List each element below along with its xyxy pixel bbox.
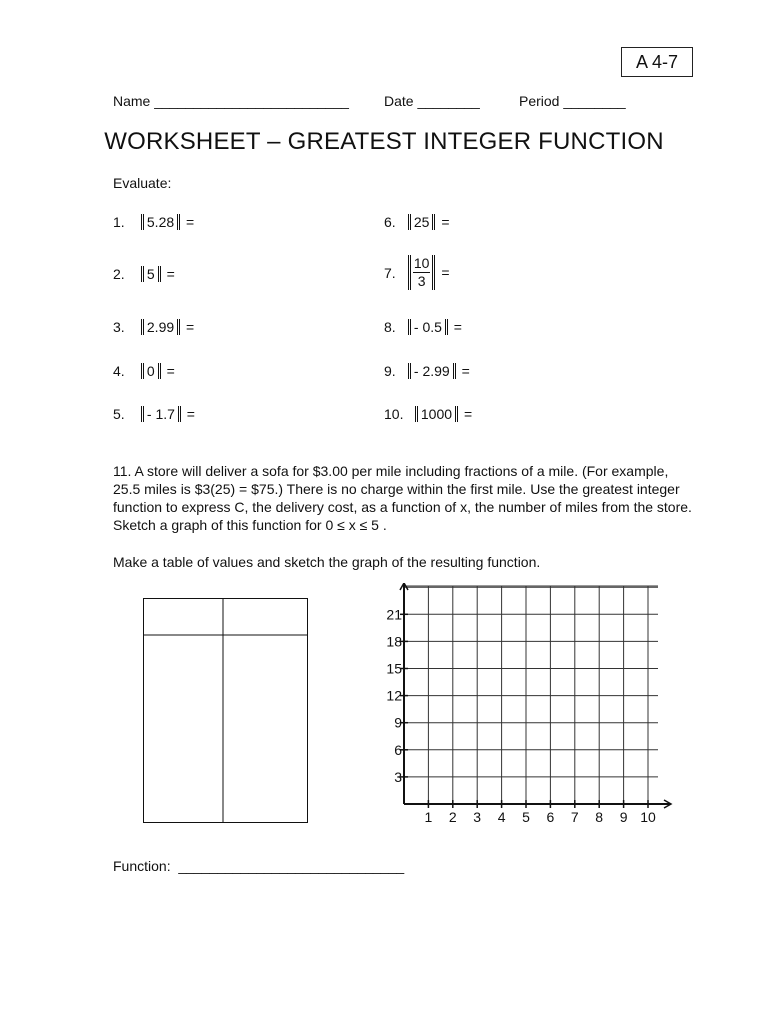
graph-grid bbox=[380, 583, 675, 828]
worksheet-title: WORKSHEET – GREATEST INTEGER FUNCTION bbox=[104, 128, 664, 155]
equals-sign: = bbox=[463, 406, 473, 422]
problem-1 bbox=[113, 213, 194, 231]
instruction-text: Make a table of values and sketch the graph of the resulting function. bbox=[113, 554, 541, 570]
problem-number: 6. bbox=[384, 214, 396, 230]
equals-sign: = bbox=[166, 363, 175, 379]
x-tick-label: 3 bbox=[473, 809, 482, 825]
greatest-integer-bracket: 25 bbox=[408, 214, 436, 230]
greatest-integer-bracket: 1000 bbox=[415, 406, 458, 422]
problem-5 bbox=[113, 405, 195, 423]
problem-10 bbox=[384, 405, 472, 423]
equals-sign: = bbox=[461, 363, 470, 379]
problem-3 bbox=[113, 318, 194, 336]
y-axis-labels bbox=[386, 606, 402, 785]
fraction-denominator: 3 bbox=[417, 273, 426, 289]
worksheet-code-box bbox=[621, 47, 693, 77]
function-answer-label: Function: _____________________________ bbox=[113, 858, 405, 874]
problem-7 bbox=[384, 255, 450, 290]
greatest-integer-fraction bbox=[408, 255, 436, 290]
x-tick-label: 4 bbox=[497, 809, 506, 825]
x-tick-label: 7 bbox=[570, 809, 579, 825]
greatest-integer-bracket: - 2.99 bbox=[408, 363, 456, 379]
greatest-integer-bracket: 2.99 bbox=[141, 319, 180, 335]
problem-number: 5. bbox=[113, 406, 125, 422]
y-tick-label: 15 bbox=[386, 660, 402, 677]
equals-sign: = bbox=[186, 214, 195, 230]
problem-number: 8. bbox=[384, 319, 396, 335]
x-axis-labels bbox=[425, 809, 656, 825]
greatest-integer-bracket: - 1.7 bbox=[141, 406, 181, 422]
greatest-integer-bracket: 0 bbox=[141, 363, 161, 379]
problem-8 bbox=[384, 318, 462, 336]
equals-sign: = bbox=[441, 264, 450, 281]
problem-4 bbox=[113, 362, 175, 380]
date-field-label: Date ________ bbox=[384, 93, 480, 109]
fraction-numerator: 10 bbox=[413, 255, 430, 271]
greatest-integer-bracket: - 0.5 bbox=[408, 319, 448, 335]
equals-sign: = bbox=[453, 319, 462, 335]
x-tick-label: 9 bbox=[619, 809, 628, 825]
period-field-label: Period ________ bbox=[519, 93, 626, 109]
name-field-label: Name _________________________ bbox=[113, 93, 349, 109]
equals-sign: = bbox=[186, 406, 195, 422]
problem-number: 10. bbox=[384, 406, 404, 422]
greatest-integer-bracket: 5 bbox=[141, 266, 161, 282]
problem-2 bbox=[113, 265, 175, 283]
x-tick-label: 10 bbox=[640, 809, 656, 825]
equals-sign: = bbox=[441, 214, 450, 230]
y-tick-label: 9 bbox=[394, 714, 402, 731]
equals-sign: = bbox=[186, 319, 195, 335]
problem-number: 4. bbox=[113, 363, 125, 379]
problem-number: 7. bbox=[384, 264, 396, 281]
greatest-integer-bracket: 5.28 bbox=[141, 214, 180, 230]
x-tick-label: 8 bbox=[595, 809, 604, 825]
problem-number: 3. bbox=[113, 319, 125, 335]
y-tick-label: 12 bbox=[386, 687, 402, 704]
evaluate-label: Evaluate: bbox=[113, 175, 172, 191]
problem-number: 1. bbox=[113, 214, 125, 230]
problem-11-text bbox=[113, 462, 693, 534]
problem-number: 2. bbox=[113, 266, 125, 282]
y-tick-label: 3 bbox=[394, 768, 402, 785]
worksheet-code: A 4-7 bbox=[635, 52, 679, 72]
y-tick-label: 6 bbox=[394, 741, 402, 758]
y-tick-label: 21 bbox=[386, 606, 402, 623]
problem-6 bbox=[384, 213, 450, 231]
problem-9 bbox=[384, 362, 470, 380]
y-tick-label: 18 bbox=[386, 633, 402, 650]
table-of-values bbox=[143, 598, 308, 823]
equals-sign: = bbox=[166, 266, 175, 282]
x-tick-label: 1 bbox=[424, 809, 433, 825]
problem-11-range: 0 ≤ x ≤ 5 . bbox=[321, 517, 387, 533]
x-tick-label: 5 bbox=[522, 809, 530, 825]
grid-lines bbox=[404, 586, 658, 804]
problem-number: 9. bbox=[384, 363, 396, 379]
x-tick-label: 6 bbox=[546, 809, 555, 825]
problem-11-body: 11. A store will deliver a sofa for $3.00 per mile including fractions of a mile. (For example, 25.5 miles is $3(25) = $75.) There is no charge within the first mile. Use the greatest integer function to express C, the delivery cost, as a function of x, the number of miles from the store. Sketch a graph of this function for bbox=[113, 463, 692, 533]
x-tick-label: 2 bbox=[448, 809, 457, 825]
